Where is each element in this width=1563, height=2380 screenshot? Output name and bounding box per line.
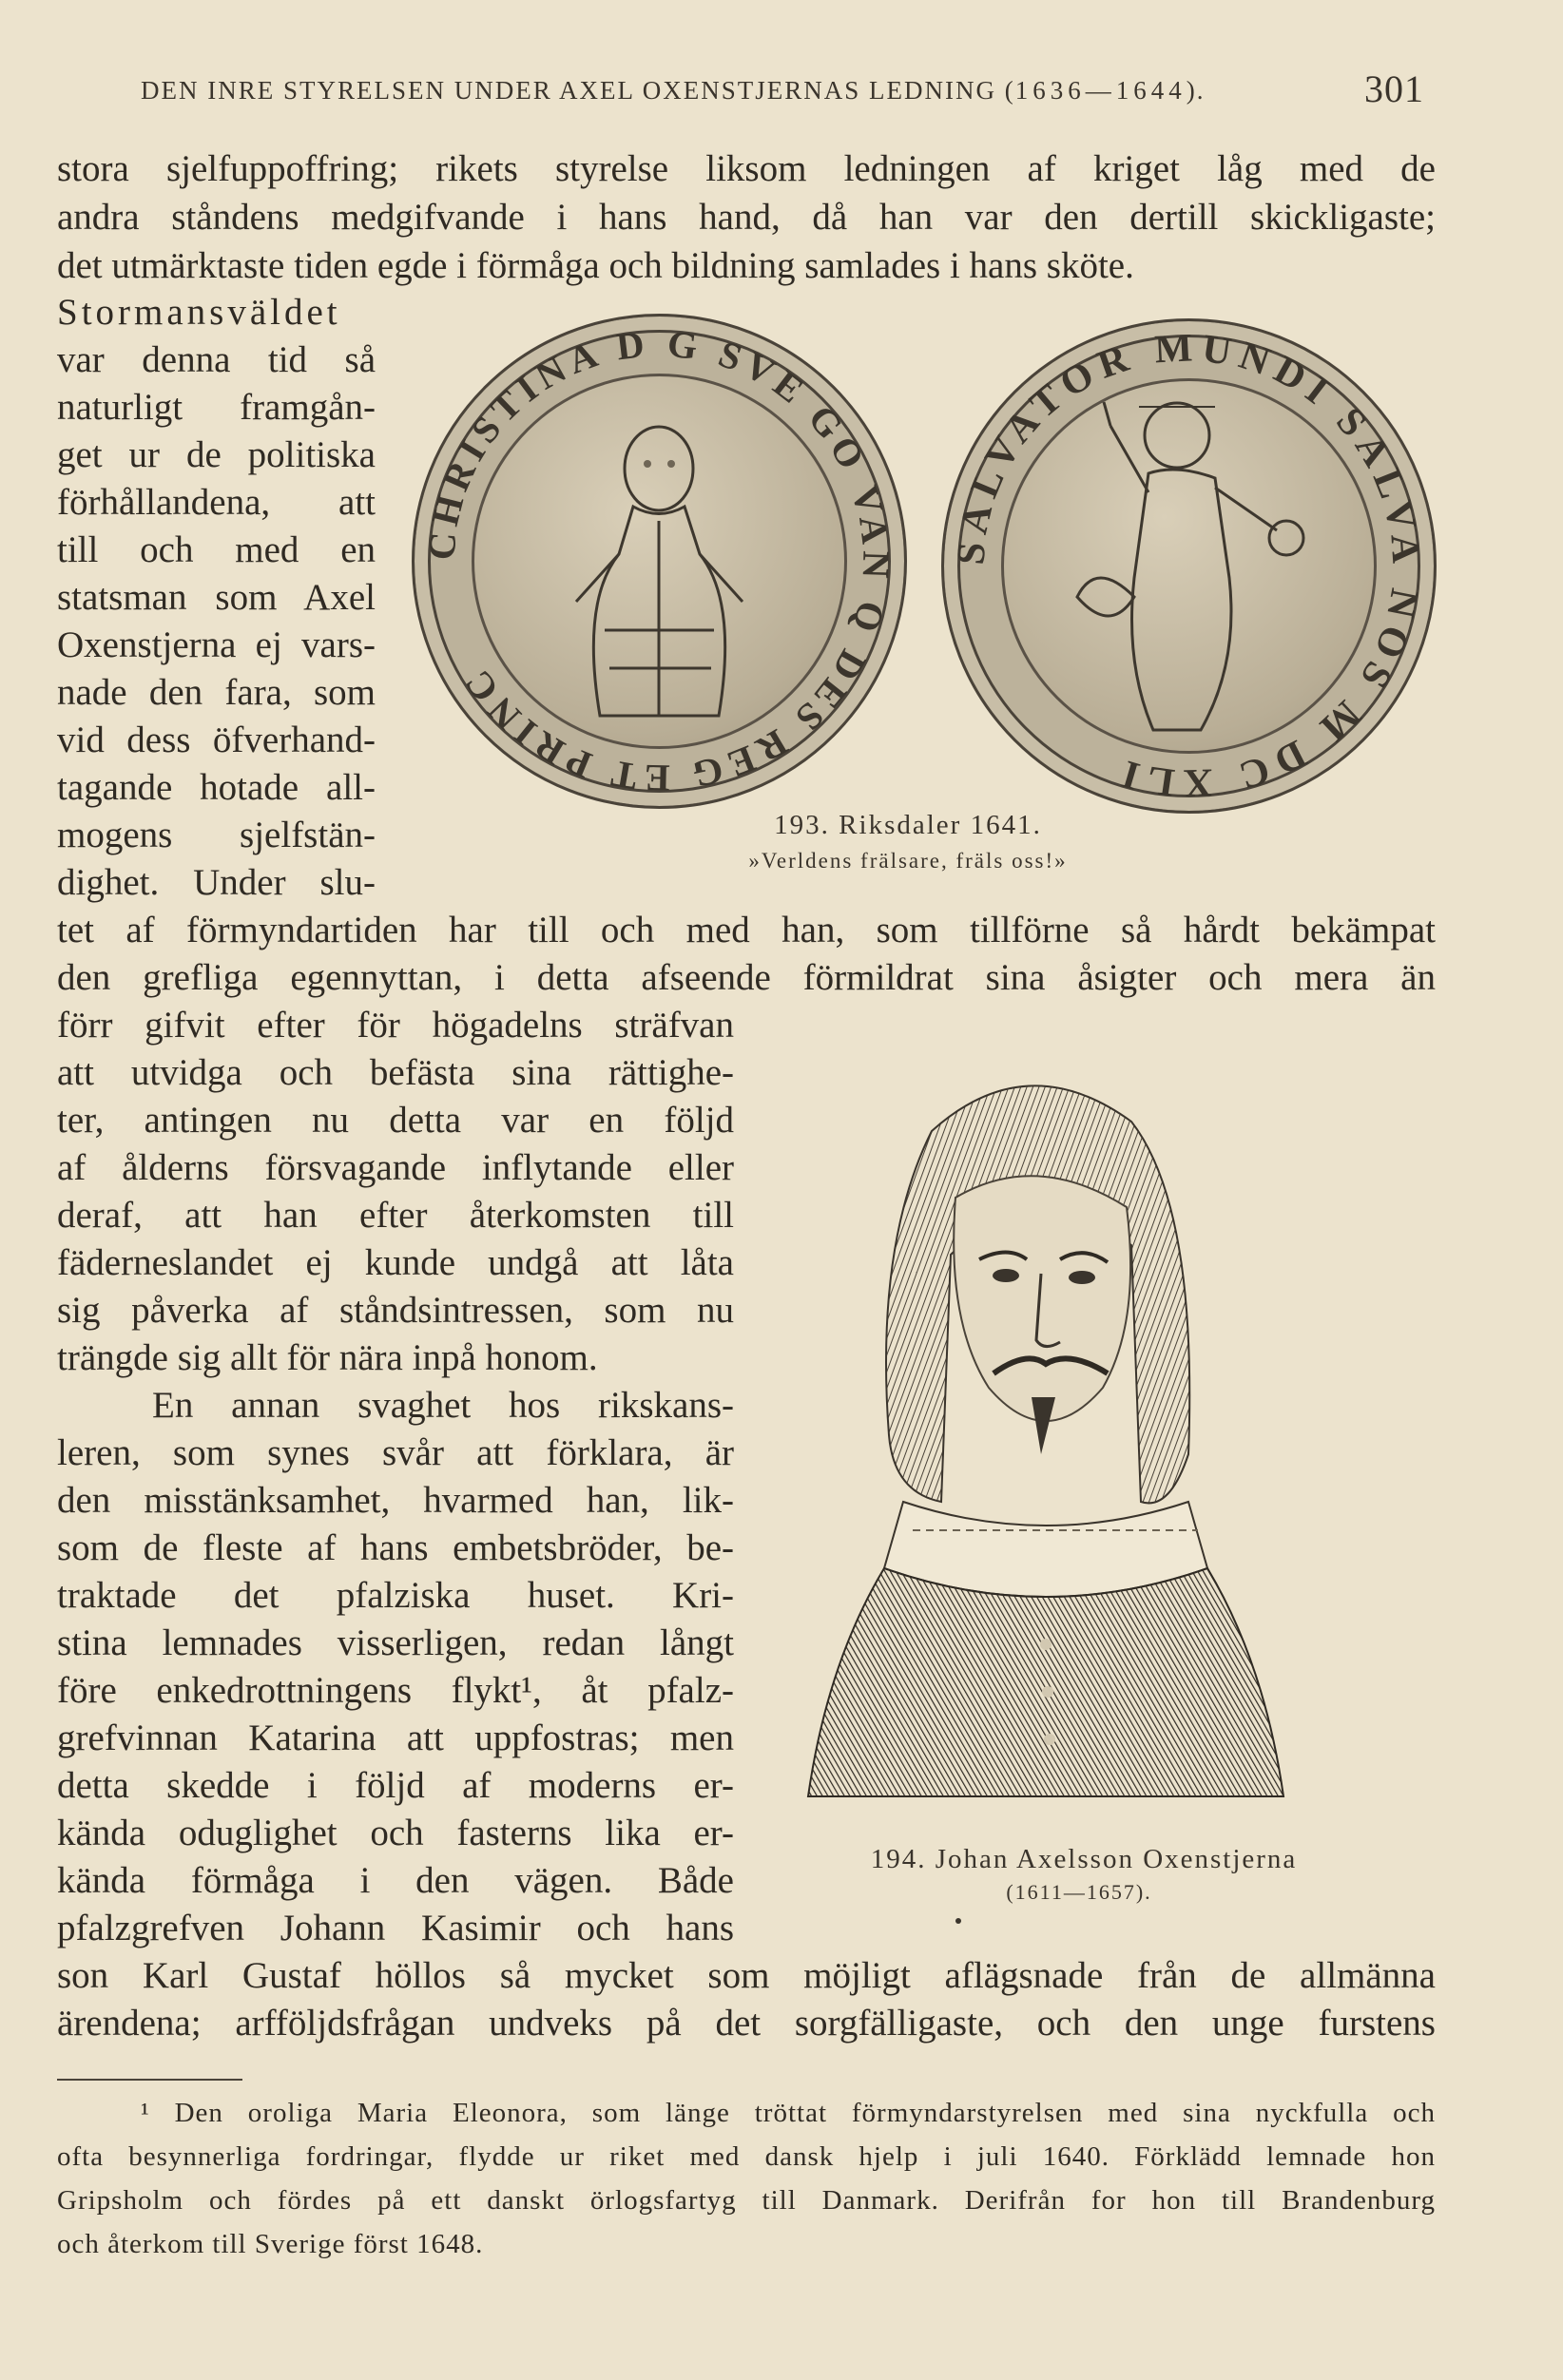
- text-line: förhållandena, att: [57, 482, 376, 523]
- footnote-line: och återkom till Sverige först 1648.: [57, 2229, 484, 2259]
- text-line: pfalzgrefven Johann Kasimir och hans: [57, 1908, 734, 1948]
- text-line: den misstänksamhet, hvarmed han, lik-: [57, 1480, 734, 1521]
- figure-194-subcaption: (1611—1657).: [1006, 1880, 1152, 1904]
- text-line: stina lemnades visserligen, redan långt: [57, 1622, 734, 1663]
- text-line: fäderneslandet ej kunde undgå att låta: [57, 1242, 734, 1283]
- text-line: Stormansväldet: [57, 292, 341, 333]
- text-line: detta skedde i följd af moderns er-: [57, 1765, 734, 1806]
- text-line: deraf, att han efter återkomsten till: [57, 1195, 734, 1236]
- text-line: som de fleste af hans embetsbröder, be-: [57, 1527, 734, 1568]
- text-line: traktade det pfalziska huset. Kri-: [57, 1575, 734, 1616]
- text-line: statsman som Axel: [57, 577, 376, 618]
- text-line: son Karl Gustaf höllos så mycket som möjligt aflägsnade från de allmänna: [57, 1955, 1436, 1996]
- queen-figure-illustration: [415, 317, 904, 806]
- text-line: tagande hotade all-: [57, 767, 376, 808]
- portrait-illustration: [789, 1055, 1302, 1815]
- text-line: till och med en: [57, 529, 376, 570]
- saviour-figure-illustration: [944, 321, 1434, 811]
- page-number: 301: [1364, 67, 1424, 110]
- header-years: 1636—1644: [1014, 76, 1187, 105]
- text-line: leren, som synes svår att förklara, är: [57, 1432, 734, 1473]
- text-line: var denna tid så: [57, 339, 376, 380]
- figure-193-caption: 193. Riksdaler 1641.: [774, 810, 1042, 840]
- text-line: nade den fara, som: [57, 672, 376, 713]
- text-line: förr gifvit efter för högadelns sträfvan: [57, 1005, 734, 1046]
- text-line: stora sjelfuppoffring; rikets styrelse liksom ledningen af kriget låg med de: [57, 148, 1436, 189]
- coin-obverse-image: [412, 314, 907, 809]
- text-line: get ur de politiska: [57, 434, 376, 475]
- text-line: grefvinnan Katarina att uppfostras; men: [57, 1718, 734, 1758]
- svg-text:SALVATOR MUNDI SALVA NOS M DC: [950, 326, 1428, 804]
- footnote-line: Gripsholm och fördes på ett danskt örlogsfartyg till Danmark. Derifrån for hon till Brandenburg: [57, 2185, 1436, 2216]
- footnote-line: ¹ Den oroliga Maria Eleonora, som länge tröttat förmyndarstyrelsen med sina nyckfulla och: [141, 2098, 1436, 2128]
- text-line: den grefliga egennyttan, i detta afseende förmildrat sina åsigter och mera än: [57, 957, 1436, 998]
- coin-reverse-legend: SALVATOR MUNDI SALVA NOS M DC XLI: [949, 326, 1428, 805]
- text-line: vid dess öfverhand-: [57, 720, 376, 760]
- text-line: att utvidga och befästa sina rättighe-: [57, 1052, 734, 1093]
- text-line: mogens sjelfstän-: [57, 815, 376, 855]
- header-title: DEN INRE STYRELSEN UNDER AXEL OXENSTJERNAS LEDNING (1636—1644).: [141, 76, 1206, 105]
- text-line: kända förmåga i den vägen. Både: [57, 1860, 734, 1901]
- footnote-line: ofta besynnerliga fordringar, flydde ur riket med dansk hjelp i juli 1640. Förklädd lemnade hon: [57, 2141, 1436, 2172]
- figure-193-subcaption: »Verldens frälsare, fräls oss!»: [748, 849, 1068, 873]
- figure-194-caption: 194. Johan Axelsson Oxenstjerna: [870, 1844, 1298, 1874]
- portrait-engraving-image: [789, 1055, 1302, 1815]
- footnote-rule: [57, 2079, 242, 2081]
- ink-dot: [955, 1918, 961, 1924]
- text-line: dighet. Under slu-: [57, 862, 376, 903]
- coin-reverse-image: [941, 318, 1437, 814]
- text-line: ter, antingen nu detta var en följd: [57, 1100, 734, 1141]
- running-header: [141, 67, 1424, 118]
- text-line: naturligt framgån-: [57, 387, 376, 428]
- coin-obverse-legend: CHRISTINA D G SVE GO VAN Q DES REG ET PRINC: [419, 321, 898, 800]
- text-line: af ålderns försvagande inflytande eller: [57, 1147, 734, 1188]
- text-line: ärendena; arfföljdsfrågan undveks på det sorgfälligaste, och den unge furstens: [57, 2003, 1436, 2044]
- text-line: Oxenstjerna ej vars-: [57, 624, 376, 665]
- text-line: sig påverka af ståndsintressen, som nu: [57, 1290, 734, 1331]
- text-line: andra ståndens medgifvande i hans hand, då han var den dertill skickligaste;: [57, 197, 1436, 238]
- text-line: En annan svaghet hos rikskans-: [152, 1385, 734, 1426]
- text-line: tet af förmyndartiden har till och med han, som tillförne så hårdt bekämpat: [57, 910, 1436, 950]
- text-line: det utmärktaste tiden egde i förmåga och bildning samlades i hans sköte.: [57, 245, 1134, 286]
- text-line: kända oduglighet och fasterns lika er-: [57, 1813, 734, 1853]
- text-line: trängde sig allt för nära inpå honom.: [57, 1337, 598, 1378]
- text-line: före enkedrottningens flykt¹, åt pfalz-: [57, 1670, 734, 1711]
